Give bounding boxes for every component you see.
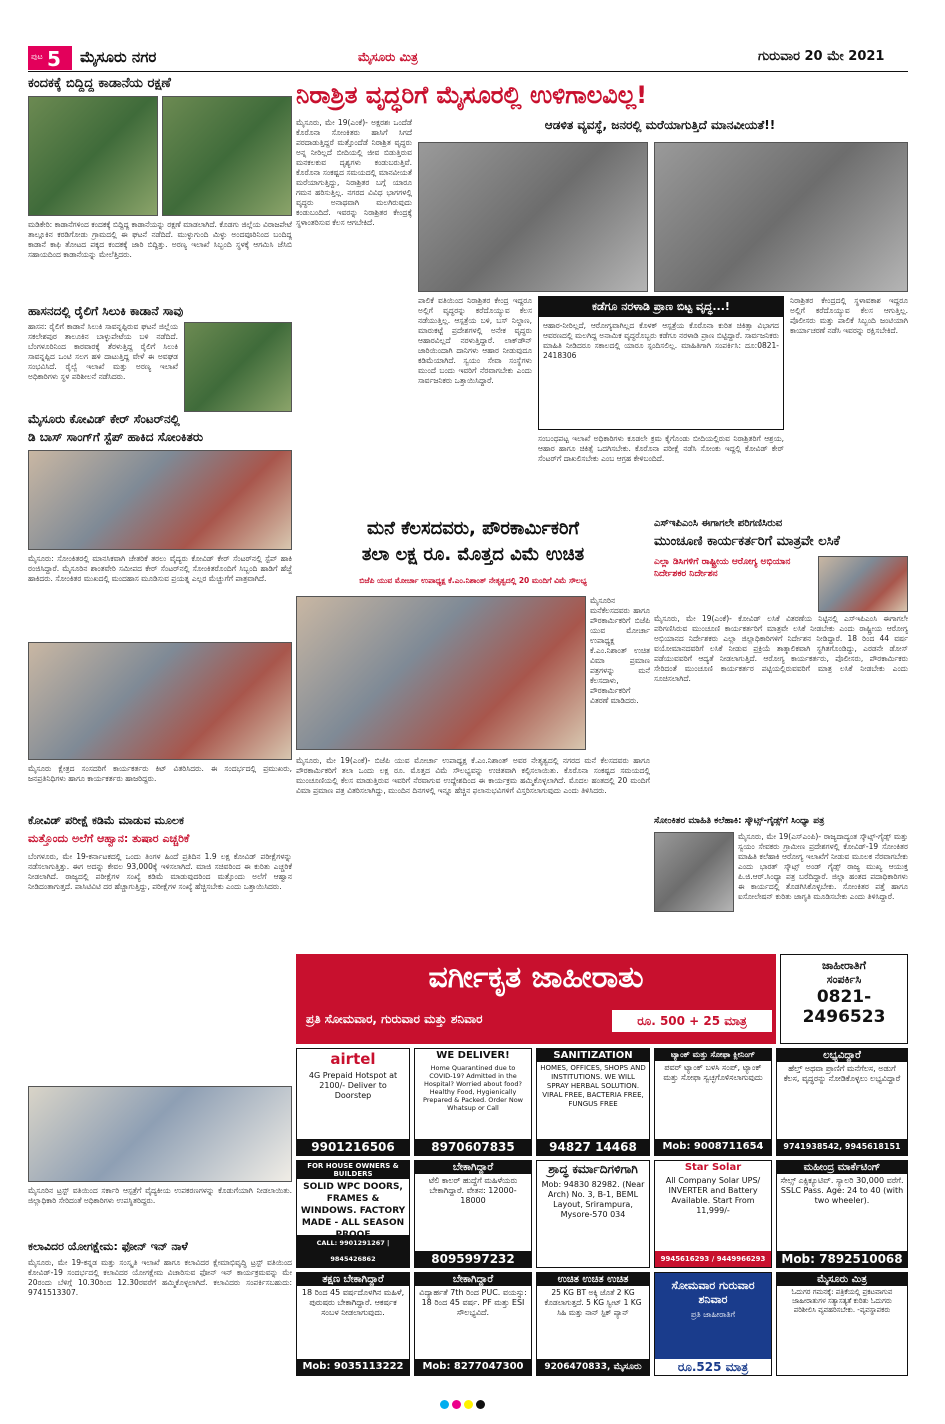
ad-star-solar: Star Solar All Company Solar UPS/ INVERTER and Battery Available. Start From 11,999/- 9945616293 / 9449966293 [654, 1160, 772, 1268]
elephant-rescue-photo-1 [28, 96, 158, 216]
vaccination-photo [818, 556, 908, 612]
photo2-caption: ಮೈಸೂರಿನ ಟ್ರಸ್ಟ್ ವತಿಯಿಂದ ಸರ್ಕಾರಿ ಆಸ್ಪತ್ರೆಗೆ ವೈದ್ಯಕೀಯ ಉಪಕರಣಗಳನ್ನು ಕೊಡುಗೆಯಾಗಿ ನೀಡಲಾಯಿತು. ಜಿಲ್ಲಾಧಿಕಾರಿ ಸೇರಿದಂತೆ ಅಧಿಕಾರಿಗಳು ಉಪಸ್ಥಿತರಿದ್ದರು. [28, 1186, 292, 1205]
classified-days: ಪ್ರತಿ ಸೋಮವಾರ, ಗುರುವಾರ ಮತ್ತು ಶನಿವಾರ [306, 1012, 483, 1026]
lead-body-col3: ಸಂಬಂಧಪಟ್ಟ ಇಲಾಖೆ ಅಧಿಕಾರಿಗಳು ಕೂಡಲೇ ಕ್ರಮ ಕೈಗೊಂಡು ಬೀದಿಯಲ್ಲಿರುವ ನಿರಾಶ್ರಿತರಿಗೆ ಆಶ್ರಯ, ಆಹಾರ ಹಾಗೂ ಚಿಕಿತ್ಸೆ ಒದಗಿಸಬೇಕು. ಕೊರೊನಾ ಪರೀಕ್ಷೆ ನಡೆಸಿ ಸೋಂಕು ಇದ್ದಲ್ಲಿ ಕೋವಿಡ್ ಕೇರ್ ಸೆಂಟರ್‌ಗೆ ದಾಖಲಿಸಬೇಕು ಎಂಬ ಆಗ್ರಹ ಕೇಳಿಬಂದಿದೆ. [538, 434, 784, 463]
ad-wanted-telecaller: ಬೇಕಾಗಿದ್ದಾರೆ ಟೆಲಿ ಕಾಲರ್ ಹುದ್ದೆಗೆ ಮಹಿಳೆಯರು ಬೇಕಾಗಿದ್ದಾರೆ. ವೇತನ: 12000-18000 8095997232 [414, 1160, 532, 1268]
ad-wpc-doors: FOR HOUSE OWNERS & BUILDERS SOLID WPC DOORS, FRAMES & WINDOWS. FACTORY MADE - ALL SEASON CALL: 9901291267 | 9845426862 [296, 1160, 410, 1268]
right-story2-headline: ಸೋಂಕಿತರ ಮಾಹಿತಿ ಕಲೆಹಾಕಿ: ಸ್ಕೌಟ್ಸ್-ಗೈಡ್ಸ್‌ಗೆ ಸಿಂಧ್ಯಾ ಪತ್ರ [654, 816, 825, 826]
classified-contact: ಜಾಹೀರಾತಿಗೆ ಸಂಪರ್ಕಿಸಿ 0821- 2496523 [780, 954, 908, 1044]
classified-banner-left [296, 954, 776, 1044]
insurance-side-caption: ಮೈಸೂರಿನ ಮನೆಕೆಲಸದವರು ಹಾಗೂ ಪೌರಕಾರ್ಮಿಕರಿಗೆ ಬಿಜೆಪಿ ಯುವ ಮೋರ್ಚಾ ಉಪಾಧ್ಯಕ್ಷ ಕೆ.ಎಂ.ನಿಶಾಂತ್ ಉಚಿತ ವಿಮಾ ಪ್ರಮಾಣ ಪತ್ರಗಳನ್ನು ಮನೆ ಕೆಲಸದಾಳು, ಪೌರಕಾರ್ಮಿಕರಿಗೆ ವಿತರಣೆ ಮಾಡಿದರು. [590, 596, 650, 705]
story3-headline-2: ಡಿ ಬಾಸ್ ಸಾಂಗ್‌ಗೆ ಸ್ಟೆಪ್ ಹಾಕಿದ ಸೋಂಕಿತರು [28, 430, 204, 444]
insurance-subhead: ಬಿಜೆಪಿ ಯುವ ಮೋರ್ಚಾ ಉಪಾಧ್ಯಕ್ಷ ಕೆ.ಎಂ.ನಿಶಾಂತ್ ನೇತೃತ್ವದಲ್ಲಿ 20 ಮಂದಿಗೆ ವಿಮೆ ಸೌಲಭ್ಯ [359, 576, 587, 585]
ad-tank-cleaning: ಟ್ಯಾಂಕ್ ಮತ್ತು ಸೋಫಾ ಕ್ಲೀನಿಂಗ್ ಪವರ್ ಟ್ಯಾಂಕ್ ಬಳಸಿ ಸಂಪ್, ಟ್ಯಾಂಕ್ ಮತ್ತು ಸೋಫಾ ಸ್ವಚ್ಛಗೊಳಿಸಲಾಗುವುದು Mob: 9008711654 [654, 1048, 772, 1156]
page-number-badge: ಪುಟ 5 [28, 46, 72, 70]
registration-marks [440, 1394, 560, 1406]
lead-body-col2: ಪಾಲಿಕೆ ವತಿಯಿಂದ ನಿರಾಶ್ರಿತರ ಕೇಂದ್ರ ಇದ್ದರೂ ಅಲ್ಲಿಗೆ ವೃದ್ಧರನ್ನು ಕರೆದೊಯ್ಯುವ ಕೆಲಸ ನಡೆಯುತ್ತಿಲ್ಲ. ಆಸ್ಪತ್ರೆಯ ಬಳಿ, ಬಸ್ ನಿಲ್ದಾಣ, ಮಾರುಕಟ್ಟೆ ಪ್ರದೇಶಗಳಲ್ಲಿ ಅನೇಕ ವೃದ್ಧರು ಆಹಾರವಿಲ್ಲದೆ ನರಳುತ್ತಿದ್ದಾರೆ. ಲಾಕ್‌ಡೌನ್ ಜಾರಿಯಿಂದಾಗಿ ದಾನಿಗಳು ಆಹಾರ ನೀಡುವುದೂ ಕಡಿಮೆಯಾಗಿದೆ. ಸ್ವಯಂ ಸೇವಾ ಸಂಸ್ಥೆಗಳು ಮುಂದೆ ಬಂದು ಇವರಿಗೆ ನೆರವಾಗಬೇಕು ಎಂದು ಸಾರ್ವಜನಿಕರು ಒತ್ತಾಯಿಸಿದ್ದಾರೆ. [418, 296, 532, 385]
story3-headline-1: ಮೈಸೂರು ಕೋವಿಡ್ ಕೇರ್ ಸೆಂಟರ್‌ನಲ್ಲಿ [28, 412, 180, 426]
elderly-on-pavement-photo [418, 142, 648, 292]
ad-mahindra-marketing: ಮಹೀಂದ್ರ ಮಾರ್ಕೆಟಿಂಗ್ ಸೇಲ್ಸ್ ಎಕ್ಸಿಕ್ಯೂಟಿವ್. ಸ್ಯಾಲರಿ 30,000 ವರೆಗೆ. SSLC Pass. Age: 24 to 40 (with two wheeler). Mob: 7892510068 [776, 1160, 908, 1268]
page-header [28, 46, 908, 72]
story4-headline-2: ಮತ್ತೊಂದು ಅಲೆಗೆ ಆಹ್ವಾನ: ತುಷಾರ ಎಚ್ಚರಿಕೆ [28, 832, 190, 845]
lead-headline: ನಿರಾಶ್ರಿತ ವೃದ್ಧರಿಗೆ ಮೈಸೂರಲ್ಲಿ ಉಳಿಗಾಲವಿಲ್ಲ! [296, 81, 648, 109]
story3-body: ಮೈಸೂರು: ಸೋಂಕಿತರಲ್ಲಿ ಮಾನಸಿಕವಾಗಿ ಚೇತರಿಕೆ ತರಲು ವೈದ್ಯರು ಕೋವಿಡ್ ಕೇರ್ ಸೆಂಟರ್‌ನಲ್ಲಿ ಸ್ಟೆಪ್ ಹಾಕಿ ರಂಜಿಸಿದ್ದಾರೆ. ಮೈಸೂರಿನ ಶಾಂತವೇರಿ ಸಮೀಪದ ಕೇರ್ ಸೆಂಟರ್‌ನಲ್ಲಿ ಸೋಂಕಿತರೊಂದಿಗೆ ಸಿಬ್ಬಂದಿ ಹಾಡಿಗೆ ಹೆಜ್ಜೆ ಹಾಕಿದರು. ಸೋಂಕಿತರ ಮುಖದಲ್ಲಿ ಮಂದಹಾಸ ಮೂಡಿಸುವ ಪ್ರಯತ್ನ ಎಲ್ಲರ ಮೆಚ್ಚುಗೆಗೆ ಪಾತ್ರವಾಗಿದೆ. [28, 554, 292, 583]
insurance-body: ಮೈಸೂರು, ಮೇ 19(ಎಂಕೆ)- ಬಿಜೆಪಿ ಯುವ ಮೋರ್ಚಾ ಉಪಾಧ್ಯಕ್ಷ ಕೆ.ಎಂ.ನಿಶಾಂತ್ ಅವರ ನೇತೃತ್ವದಲ್ಲಿ ನಗರದ ಮನೆ ಕೆಲಸದವರು ಹಾಗೂ ಪೌರಕಾರ್ಮಿಕರಿಗೆ ತಲಾ ಒಂದು ಲಕ್ಷ ರೂ. ಮೊತ್ತದ ವಿಮೆ ಸೌಲಭ್ಯವನ್ನು ಉಚಿತವಾಗಿ ಕಲ್ಪಿಸಲಾಯಿತು. ಕೊರೊನಾ ಸಂಕಷ್ಟದ ಸಮಯದಲ್ಲಿ ಮುಂಚೂಣಿಯಲ್ಲಿ ಕೆಲಸ ಮಾಡುತ್ತಿರುವ ಇವರಿಗೆ ನೆರವಾಗುವ ಉದ್ದೇಶದಿಂದ ಈ ಕಾರ್ಯಕ್ರಮ ಹಮ್ಮಿಕೊಳ್ಳಲಾಗಿದೆ. ಮೊದಲ ಹಂತದಲ್ಲಿ 20 ಮಂದಿಗೆ ವಿಮಾ ಪ್ರಮಾಣ ಪತ್ರ ವಿತರಿಸಲಾಗಿದ್ದು, ಮುಂದಿನ ದಿನಗಳಲ್ಲಿ ಇನ್ನೂ ಹೆಚ್ಚಿನ ಫಲಾನುಭವಿಗಳಿಗೆ ವಿಸ್ತರಿಸಲಾಗುವುದು ಎಂದು ತಿಳಿಸಿದರು. [296, 756, 650, 795]
right-story1-subhead: ಎಲ್ಲಾ ಡಿಸಿಗಳಿಗೆ ರಾಷ್ಟ್ರೀಯ ಆರೋಗ್ಯ ಅಭಿಯಾನ ನಿರ್ದೇಶಕರ ನಿರ್ದೇಶನ [654, 557, 791, 579]
right-story1-headline: ಮುಂಚೂಣಿ ಕಾರ್ಯಕರ್ತರಿಗೆ ಮಾತ್ರವೇ ಲಸಿಕೆ [654, 534, 840, 549]
story5-body: ಮೈಸೂರು, ಮೇ 19-ಕನ್ನಡ ಮತ್ತು ಸಂಸ್ಕೃತಿ ಇಲಾಖೆ ಹಾಗೂ ಕಲಾವಿದರ ಕ್ಷೇಮಾಭಿವೃದ್ಧಿ ಟ್ರಸ್ಟ್ ವತಿಯಿಂದ ಕೋವಿಡ್-19 ಸಂದರ್ಭದಲ್ಲಿ ಕಲಾವಿದರ ಯೋಗಕ್ಷೇಮ ವಿಚಾರಿಸುವ ಫೋನ್ ಇನ್ ಕಾರ್ಯಕ್ರಮವನ್ನು ಮೇ 20ರಂದು ಬೆಳಿಗ್ಗೆ 10.30ರಿಂದ 12.30ರವರೆಗೆ ಹಮ್ಮಿಕೊಳ್ಳಲಾಗಿದೆ. ಕಲಾವಿದರು ಸಂಪರ್ಕಿಸಬಹುದು: 9741513307. [28, 1258, 292, 1297]
lead-subhead: ಆಡಳಿತ ವ್ಯವಸ್ಥೆ, ಜನರಲ್ಲಿ ಮರೆಯಾಗುತ್ತಿದೆ ಮಾನವೀಯತೆ!! [544, 118, 776, 132]
ad-classified-rates: ಸೋಮವಾರ ಗುರುವಾರ ಶನಿವಾರ ಪ್ರತಿ ಜಾಹೀರಾತಿಗೆ ರೂ.525 ಮಾತ್ರ [654, 1272, 772, 1376]
story1-headline: ಕಂದಕಕ್ಕೆ ಬಿದ್ದಿದ್ದ ಕಾಡಾನೆಯ ರಕ್ಷಣೆ [28, 76, 171, 91]
classified-price: ರೂ. 500 + 25 ಮಾತ್ರ [612, 1010, 772, 1032]
sindhya-portrait-photo [654, 832, 734, 912]
ad-we-deliver: WE DELIVER! Home Quarantined due to COVID-19? Admitted in the Hospital? Worried about food? Healthy Food, Hygienically Prepared & Packed. Order Now Whatsup or Call 8970607835 [414, 1048, 532, 1156]
issue-date: ಗುರುವಾರ 20 ಮೇ 2021 [758, 49, 885, 64]
box-headline: ಕಡೆಗೂ ನರಳಾಡಿ ಪ್ರಾಣ ಬಿಟ್ಟ ವೃದ್ಧ...! [539, 297, 783, 317]
header-rule [28, 71, 908, 72]
covid-care-dance-photo [28, 450, 292, 550]
right-column [654, 518, 908, 948]
insurance-story [296, 518, 650, 948]
ad-wanted-pf-esi: ಬೇಕಾಗಿದ್ದಾರೆ ವಿದ್ಯಾರ್ಹತೆ 7th ರಿಂದ PUC. ವಯಸ್ಸು: 18 ರಿಂದ 45 ವರ್ಷ. PF ಮತ್ತು ESI ಸೌಲಭ್ಯವಿದೆ. Mob: 8277047300 [414, 1272, 532, 1376]
paper-name: ಮೈಸೂರು ಮಿತ್ರ [358, 50, 418, 64]
lead-body-col4: ನಿರಾಶ್ರಿತರ ಕೇಂದ್ರದಲ್ಲಿ ಸ್ಥಳಾವಕಾಶ ಇದ್ದರೂ ಅಲ್ಲಿಗೆ ಕರೆದೊಯ್ಯುವ ಕೆಲಸ ಆಗುತ್ತಿಲ್ಲ. ಪೊಲೀಸರು ಮತ್ತು ಪಾಲಿಕೆ ಸಿಬ್ಬಂದಿ ಜಂಟಿಯಾಗಿ ಕಾರ್ಯಾಚರಣೆ ನಡೆಸಿ ಇವರನ್ನು ರಕ್ಷಿಸಬೇಕಿದೆ. [790, 296, 908, 335]
ad-sanitization: SANITIZATION HOMES, OFFICES, SHOPS AND INSTITUTIONS. WE WILL SPRAY HERBAL SOLUTION. VIRAL FREE, BACTERIA FREE, FUNGUS FREE 94827 14468 [536, 1048, 650, 1156]
hospital-donation-photo [28, 1086, 292, 1182]
story5-headline: ಕಲಾವಿದರ ಯೋಗಕ್ಷೇಮ: ಫೋನ್ ಇನ್ ನಾಳೆ [28, 1240, 188, 1253]
ad-free-offer: ಉಚಿತ ಉಚಿತ ಉಚಿತ 25 KG BT ಅಕ್ಕಿ ಜೊತೆ 2 KG ಕೊಡಲಾಗುತ್ತದೆ. 5 KG ಸ್ವೀಟ್ 1 KG ಸಿಹಿ ಮತ್ತು ನಾನ್ ಸ್ಟಿಕ್ ಪ್ಯಾನ್ 9206470833, ಮೈಸೂರು [536, 1272, 650, 1376]
classified-banner [296, 954, 908, 1044]
left-column [28, 76, 292, 1386]
ad-wanted-urgent: ತಕ್ಷಣ ಬೇಕಾಗಿದ್ದಾರೆ 18 ರಿಂದ 45 ವರ್ಷದೊಳಗಿನ ಮಹಿಳೆ, ಪುರುಷರು ಬೇಕಾಗಿದ್ದಾರೆ. ಆಕರ್ಷಕ ಸಂಬಳ ನೀಡಲಾಗುವುದು. Mob: 9035113222 [296, 1272, 410, 1376]
story1-kicker: ಎಸ್‌ಇಪಿಎಂಸಿ ಈಗಾಗಲೇ ಪರಿಗಣಿಸಿರುವ [654, 518, 783, 529]
story4-body: ಬೆಂಗಳೂರು, ಮೇ 19-ಕರ್ನಾಟಕದಲ್ಲಿ ಒಂದು ತಿಂಗಳ ಹಿಂದೆ ಪ್ರತಿದಿನ 1.9 ಲಕ್ಷ ಕೋವಿಡ್ ಪರೀಕ್ಷೆಗಳನ್ನು ನಡೆಸಲಾಗುತ್ತಿತ್ತು. ಈಗ ಅದನ್ನು ಕೇವಲ 93,000ಕ್ಕೆ ಇಳಿಸಲಾಗಿದೆ. ಮಾಜಿ ಸಚಿವರಿಂದ ಈ ಕುರಿತು ಎಚ್ಚರಿಕೆ ನೀಡಲಾಗಿದೆ. ರಾಜ್ಯದಲ್ಲಿ ಪರೀಕ್ಷೆಗಳ ಸಂಖ್ಯೆ ಕಡಿಮೆ ಮಾಡುವುದರಿಂದ ಮತ್ತೊಂದು ಅಲೆಗೆ ಆಹ್ವಾನ ನೀಡಿದಂತಾಗುತ್ತದೆ. ಪಾಸಿಟಿವಿಟಿ ದರ ಹೆಚ್ಚಾಗುತ್ತಿದ್ದು, ಪರೀಕ್ಷೆಗಳ ಸಂಖ್ಯೆ ಹೆಚ್ಚಿಸಬೇಕು ಎಂದು ಒತ್ತಾಯಿಸಿದರು. [28, 852, 292, 891]
elderly-near-bikes-photo [654, 142, 908, 292]
photo-caption: ಮೈಸೂರು ಕ್ಷೇತ್ರದ ಸಂಸದರಿಗೆ ಕಾರ್ಯಕರ್ತರು ಕಿಟ್ ವಿತರಿಸಿದರು. ಈ ಸಂದರ್ಭದಲ್ಲಿ ಪ್ರಮುಖರು, ಜನಪ್ರತಿನಿಧಿಗಳು ಹಾಗೂ ಕಾರ್ಯಕರ್ತರು ಹಾಜರಿದ್ದರು. [28, 764, 292, 783]
ad-available: ಲಭ್ಯವಿದ್ದಾರೆ ಹೆಲ್ತ್ ಅಥವಾ ಪ್ರಾಣಿಗೆ ಮನೆಗೆಲಸ, ಅಡುಗೆ ಕೆಲಸ, ವೃದ್ಧರನ್ನು ನೋಡಿಕೊಳ್ಳಲು ಲಭ್ಯವಿದ್ದಾರೆ 9741938542, 9945618151 [776, 1048, 908, 1156]
mp-kit-distribution-photo [28, 642, 292, 760]
insurance-headline-1: ಮನೆ ಕೆಲಸದವರು, ಪೌರಕಾರ್ಮಿಕರಿಗೆ [367, 518, 579, 539]
ad-shraddha: ಶ್ರಾದ್ಧ ಕರ್ಮಾದಿಗಳಿಗಾಗಿ Mob: 94830 82982. (Near Arch) No. 3, B-1, BEML Layout, Srirampura, Mysore-570 034 [536, 1160, 650, 1268]
classified-title: ವರ್ಗೀಕೃತ ಜಾಹೀರಾತು [428, 960, 644, 995]
elephant-rescue-photo-2 [162, 96, 292, 216]
story1-body: ಮಡಿಕೇರಿ: ಕಾಡಾನೆಗಳಿಂದ ಕಂದಕಕ್ಕೆ ಬಿದ್ದಿದ್ದ ಕಾಡಾನೆಯನ್ನು ರಕ್ಷಣೆ ಮಾಡಲಾಗಿದೆ. ಕೊಡಗು ಜಿಲ್ಲೆಯ ವಿರಾಜಪೇಟೆ ತಾಲ್ಲೂಕಿನ ಕರಡಿಗೋಡು ಗ್ರಾಮದಲ್ಲಿ ಈ ಘಟನೆ ನಡೆದಿದೆ. ಮುಳ್ಳುಗುಂದಿ ಮಿಳ್ಳು ಅಂದವೂರಿನಿಂದ ಬಂದಿದ್ದ ಕಾಡಾನೆ ಕಾಫಿ ತೋಟದ ಪಕ್ಕದ ಕಂದಕಕ್ಕೆ ಜಾರಿ ಬಿದ್ದಿತ್ತು. ಅರಣ್ಯ ಇಲಾಖೆ ಸಿಬ್ಬಂದಿ ಸ್ಥಳಕ್ಕೆ ಆಗಮಿಸಿ ಜೆಸಿಬಿ ಸಹಾಯದಿಂದ ಕಾಡಾನೆಯನ್ನು ಮೇಲೆತ್ತಿದರು. [28, 220, 292, 259]
lead-box [538, 296, 784, 430]
box-body: ಆಹಾರ-ನೀರಿಲ್ಲದೆ, ಆರೋಗ್ಯವಾಗಿಲ್ಲದ ಕೊಳಕ್ ಆಸ್ಪತ್ರೆಯ ಕೊರೊನಾ ಕುರಿತ ಚಿಕಿತ್ಸಾ ವಿಭಾಗದ ಆವರಣದಲ್ಲಿ ಮಲಗಿದ್ದ ಅನಾಮಿಕ ವೃದ್ಧರೊಬ್ಬರು ಕಡೆಗೂ ನರಳಾಡಿ ಪ್ರಾಣ ಬಿಟ್ಟಿದ್ದಾರೆ. ಸಾರ್ವಜನಿಕರು ಮಾಹಿತಿ ನೀಡಿದರೂ ಸಕಾಲದಲ್ಲಿ ಯಾರೂ ಸ್ಪಂದಿಸಲಿಲ್ಲ. ಮಾಹಿತಿಗಾಗಿ ಸಂಪರ್ಕಿಸಿ: ದೂ:0821-2418306 [543, 321, 779, 360]
right-story2-body: ಮೈಸೂರು, ಮೇ 19(ಎಸ್‌ಎಂಪಿ)- ರಾಜ್ಯದಾದ್ಯಂತ ಸ್ಕೌಟ್ಸ್-ಗೈಡ್ಸ್ ಮತ್ತು ಸ್ವಯಂ ಸೇವಕರು ಗ್ರಾಮೀಣ ಪ್ರದೇಶಗಳಲ್ಲಿ ಕೋವಿಡ್-19 ಸೋಂಕಿತರ ಮಾಹಿತಿ ಕಲೆಹಾಕಿ ಆರೋಗ್ಯ ಇಲಾಖೆಗೆ ನೀಡುವ ಮೂಲಕ ನೆರವಾಗಬೇಕು ಎಂದು ಭಾರತ್ ಸ್ಕೌಟ್ಸ್ ಅಂಡ್ ಗೈಡ್ಸ್ ರಾಜ್ಯ ಮುಖ್ಯ ಆಯುಕ್ತ ಪಿ.ಜಿ.ಆರ್.ಸಿಂಧ್ಯಾ ಪತ್ರ ಬರೆದಿದ್ದಾರೆ. ಜಿಲ್ಲಾ ಹಂತದ ಪದಾಧಿಕಾರಿಗಳು ಈ ಕಾರ್ಯದಲ್ಲಿ ತೊಡಗಿಸಿಕೊಳ್ಳಬೇಕು. ಸೋಂಕಿತರ ಪತ್ತೆ ಹಾಗೂ ಐಸೋಲೇಷನ್ ಕುರಿತು ಜಾಗೃತಿ ಮೂಡಿಸಬೇಕು ಎಂದು ತಿಳಿಸಿದ್ದಾರೆ. [738, 832, 908, 901]
train-elephant-photo [184, 322, 292, 412]
ad-airtel: airtel 4G Prepaid Hotspot at 2100/- Deliver to Doorstep 9901216506 [296, 1048, 410, 1156]
section-title: ಮೈಸೂರು ನಗರ [80, 48, 157, 66]
story4-headline-1: ಕೋವಿಡ್ ಪರೀಕ್ಷೆ ಕಡಿಮೆ ಮಾಡುವ ಮೂಲಕ [28, 814, 184, 827]
ad-readers-notice: ಮೈಸೂರು ಮಿತ್ರ ಓದುಗರ ಗಮನಕ್ಕೆ: ಪತ್ರಿಕೆಯಲ್ಲಿ ಪ್ರಕಟವಾಗುವ ಜಾಹೀರಾತುಗಳ ಸತ್ಯಾಸತ್ಯತೆ ಕುರಿತು ಓದುಗರು ಪರಿಶೀಲಿಸಿ ವ್ಯವಹರಿಸಬೇಕು. -ವ್ಯವಸ್ಥಾಪಕರು [776, 1272, 908, 1376]
insurance-headline-2: ತಲಾ ಲಕ್ಷ ರೂ. ಮೊತ್ತದ ವಿಮೆ ಉಚಿತ [361, 544, 585, 565]
lead-body-col1: ಮೈಸೂರು, ಮೇ 19(ಎಂಕೆ)- ಅಕ್ಷರಶಃ ಒಂದೆಡೆ ಕೊರೊನಾ ಸೋಂಕಿತರು ಹಾಸಿಗೆ ಸಿಗದೆ ಪರದಾಡುತ್ತಿದ್ದರೆ ಮತ್ತೊಂದೆಡೆ ನಿರಾಶ್ರಿತ ವೃದ್ಧರು ಅನ್ನ ನೀರಿಲ್ಲದೆ ಬೀದಿಯಲ್ಲಿ ಜೀವ ಬಿಡುತ್ತಿರುವ ಮನಕಲಕುವ ದೃಶ್ಯಗಳು ಕಂಡುಬರುತ್ತಿವೆ. ಕೊರೊನಾ ಸಂಕಷ್ಟದ ಸಮಯದಲ್ಲಿ ಮಾನವೀಯತೆ ಮರೆಯಾಗುತ್ತಿದ್ದು, ನಿರಾಶ್ರಿತರ ಬಗ್ಗೆ ಯಾರೂ ಗಮನ ಹರಿಸುತ್ತಿಲ್ಲ. ನಗರದ ವಿವಿಧ ಭಾಗಗಳಲ್ಲಿ ವೃದ್ಧರು ಅನಾಥವಾಗಿ ಮಲಗಿರುವುದು ಕಂಡುಬಂದಿದೆ. ಇವರನ್ನು ನಿರಾಶ್ರಿತರ ಕೇಂದ್ರಕ್ಕೆ ಸ್ಥಳಾಂತರಿಸುವ ಕೆಲಸ ಆಗಬೇಕಿದೆ. [296, 118, 412, 227]
right-story1-body: ಮೈಸೂರು, ಮೇ 19(ಎಂಕೆ)- ಕೋವಿಡ್ ಲಸಿಕೆ ವಿತರಣೆಯ ನಿಟ್ಟಿನಲ್ಲಿ ಎಸ್‌ಇಪಿಎಂಸಿ ಈಗಾಗಲೇ ಪರಿಗಣಿಸಿರುವ ಮುಂಚೂಣಿ ಕಾರ್ಯಕರ್ತರಿಗೆ ಮಾತ್ರವೇ ಲಸಿಕೆ ನೀಡಬೇಕು ಎಂದು ರಾಷ್ಟ್ರೀಯ ಆರೋಗ್ಯ ಅಭಿಯಾನದ ನಿರ್ದೇಶಕರು ಎಲ್ಲಾ ಜಿಲ್ಲಾಧಿಕಾರಿಗಳಿಗೆ ನಿರ್ದೇಶನ ನೀಡಿದ್ದಾರೆ. 18 ರಿಂದ 44 ವರ್ಷ ವಯೋಮಾನದವರಿಗೆ ಲಸಿಕೆ ನೀಡುವ ಪ್ರಕ್ರಿಯೆ ತಾತ್ಕಾಲಿಕವಾಗಿ ಸ್ಥಗಿತಗೊಂಡಿದ್ದು, ಎರಡನೇ ಡೋಸ್ ಪಡೆಯುವವರಿಗೆ ಆದ್ಯತೆ ನೀಡಲಾಗುತ್ತಿದೆ. ಆರೋಗ್ಯ ಕಾರ್ಯಕರ್ತರು, ಪೊಲೀಸರು, ಪೌರಕಾರ್ಮಿಕರು ಸೇರಿದಂತೆ ಮುಂಚೂಣಿ ಕಾರ್ಯಕರ್ತರ ಪಟ್ಟಿಯಲ್ಲಿರುವವರಿಗೆ ಮಾತ್ರ ಲಸಿಕೆ ನೀಡಬೇಕು ಎಂದು ಸೂಚಿಸಲಾಗಿದೆ. [654, 614, 908, 683]
insurance-distribution-photo [296, 596, 586, 750]
story2-body: ಹಾಸನ: ರೈಲಿಗೆ ಕಾಡಾನೆ ಸಿಲುಕಿ ಸಾವನ್ನಪ್ಪಿರುವ ಘಟನೆ ಜಿಲ್ಲೆಯ ಸಕಲೇಶಪುರ ತಾಲೂಕಿನ ಬಾಳ್ಳುಪೇಟೆಯ ಬಳಿ ನಡೆದಿದೆ. ಬೆಂಗಳೂರಿನಿಂದ ಕಾರವಾರಕ್ಕೆ ತೆರಳುತ್ತಿದ್ದ ರೈಲಿಗೆ ಸಿಲುಕಿ ಸಾವನ್ನಪ್ಪಿದ ಒಂಟಿ ಸಲಗ ಹಳಿ ದಾಟುತ್ತಿದ್ದ ವೇಳೆ ಈ ಅವಘಡ ಸಂಭವಿಸಿದೆ. ರೈಲ್ವೆ ಇಲಾಖೆ ಮತ್ತು ಅರಣ್ಯ ಇಲಾಖೆ ಅಧಿಕಾರಿಗಳು ಸ್ಥಳ ಪರಿಶೀಲನೆ ನಡೆಸಿದರು. [28, 322, 178, 381]
story2-headline: ಹಾಸನದಲ್ಲಿ ರೈಲಿಗೆ ಸಿಲುಕಿ ಕಾಡಾನೆ ಸಾವು [28, 304, 184, 318]
